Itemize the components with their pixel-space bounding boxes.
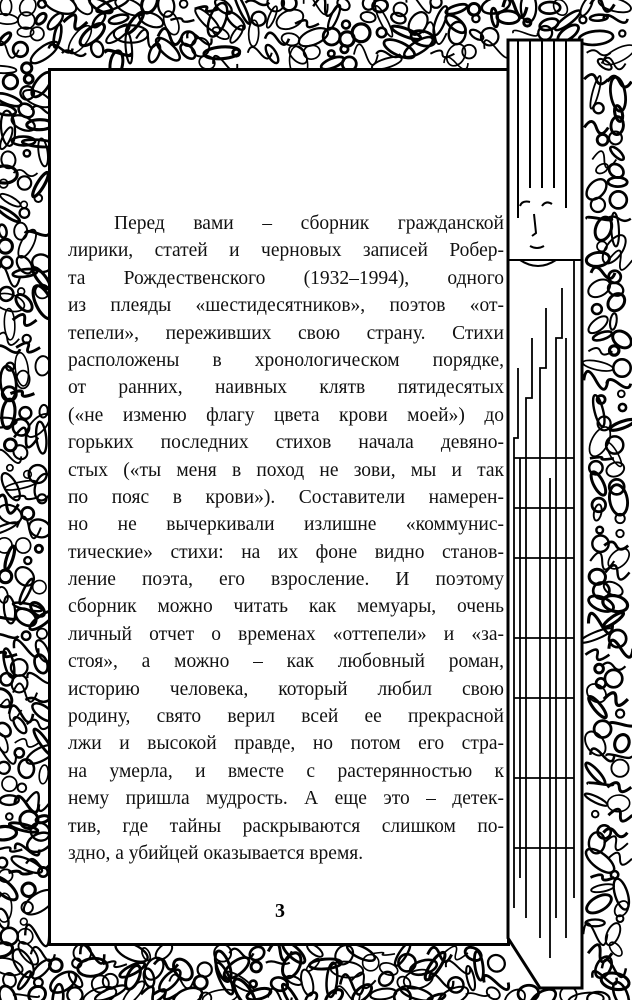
border-ornament [430,51,454,58]
paragraph-line: тив, где тайны раскрываются слишком по- [68,815,504,837]
border-ornament [591,198,605,212]
border-ornament [33,580,46,593]
border-ornament [352,24,370,42]
paragraph-line: («не изменю флагу цвета крови моей») до [68,404,504,426]
border-ornament [35,545,42,552]
border-ornament [26,859,50,868]
border-ornament [62,50,86,56]
border-ornament [430,0,441,8]
border-ornament [597,134,608,145]
paragraph-line: от ранних, наивных клятв пятидесятых [68,377,504,399]
paragraph-line: ление поэта, его взросление. И поэтому [68,569,504,591]
border-ornament [609,327,632,351]
border-ornament [124,32,133,63]
paragraph-line: но не вычеркивали излишне «коммунис- [68,514,504,536]
border-ornament [609,722,632,726]
border-ornament [592,811,599,818]
paragraph-line: та Рождественского (1932–1994), одного [68,267,504,289]
border-ornament [579,16,586,23]
border-ornament [6,813,13,820]
paragraph-line: нему пришла мудрость. А еще это – детек- [68,788,504,810]
border-ornament [478,25,501,48]
border-ornament [24,150,30,156]
paragraph-line: по пояс в крови»). Составители намерен- [68,486,504,508]
border-ornament [15,748,24,757]
border-ornament [157,0,176,18]
border-ornament [0,239,12,253]
border-ornament [7,465,13,471]
border-ornament [608,177,627,187]
border-ornament [170,18,194,22]
border-ornament [13,605,40,629]
stylized-figure-illustration [500,38,590,990]
border-ornament [34,11,48,26]
border-ornament [604,460,626,479]
border-ornament [13,314,37,325]
border-ornament [77,957,109,979]
border-ornament [596,527,603,534]
paragraph-line: тические» стихи: на их фоне видно станов- [68,541,504,563]
border-ornament [28,38,61,67]
border-ornament [341,45,348,52]
border-ornament [16,970,33,991]
border-ornament [607,380,631,388]
page-number: 3 [275,900,285,922]
border-ornament [0,470,24,502]
border-ornament [204,46,241,60]
border-ornament [3,545,17,571]
border-ornament [616,710,624,718]
paragraph-line: историю человека, который любил свою [68,678,504,700]
border-ornament [21,201,28,208]
border-ornament [607,783,631,792]
border-ornament [0,333,19,346]
paragraph-line: сборник можно читать как мемуары, очень [68,596,504,618]
border-ornament [20,407,32,419]
paragraph-line: на умерла, и вместе с растерянностью к [68,760,504,782]
border-ornament [17,578,35,606]
border-ornament [20,918,27,925]
border-ornament [604,693,628,706]
border-ornament [3,75,17,89]
border-ornament [342,21,350,29]
border-ornament [377,28,386,37]
border-ornament [161,9,182,37]
border-ornament [592,304,602,314]
border-ornament [609,417,632,432]
border-ornament [0,634,18,638]
border-ornament [0,720,13,739]
border-ornament [618,390,625,397]
border-ornament [609,313,618,330]
border-ornament [609,640,632,657]
border-ornament [607,483,630,516]
border-ornament [613,359,630,376]
border-ornament [20,208,30,218]
border-ornament [587,992,610,1000]
border-ornament [14,640,38,657]
border-ornament [328,50,334,56]
border-ornament [390,11,407,25]
border-ornament [591,883,615,894]
border-ornament [89,40,105,59]
border-ornament [0,570,12,583]
border-ornament [0,617,16,620]
border-ornament [360,11,377,23]
border-ornament [406,0,431,13]
border-ornament [4,308,16,340]
border-ornament [612,732,631,753]
border-ornament [252,12,266,26]
border-ornament [592,330,613,343]
body-paragraph [68,210,504,867]
border-ornament [610,191,627,208]
border-ornament [0,858,7,868]
border-ornament [0,762,10,774]
border-ornament [0,520,18,538]
border-ornament [619,30,625,36]
paragraph-line: личный отчет о временах «оттепели» и «за- [68,623,504,645]
border-ornament [610,346,619,355]
border-ornament [354,44,378,65]
border-ornament [24,557,31,564]
paragraph-line: из плеяды «шестидесятников», поэтов «от- [68,295,504,317]
border-ornament [593,103,603,113]
border-ornament [598,231,630,267]
paragraph-line: родину, свято верил всей ее прекрасной [68,706,504,728]
border-ornament [445,975,466,996]
border-ornament [180,0,188,8]
border-ornament [0,224,8,238]
border-ornament [211,25,231,42]
border-ornament [590,457,614,459]
border-ornament [611,871,618,878]
border-ornament [18,176,31,189]
border-ornament [11,715,29,735]
border-ornament [37,629,47,639]
paragraph-line: Перед вами – сборник гражданской [114,213,504,234]
border-ornament [605,290,629,314]
border-ornament [0,65,17,74]
border-ornament [13,42,28,57]
border-ornament [22,63,32,73]
border-ornament [0,31,13,46]
border-ornament [608,809,632,821]
border-ornament [13,496,37,499]
border-ornament [18,12,35,29]
border-ornament [370,987,397,1000]
border-ornament [608,145,625,162]
border-ornament [14,994,39,997]
border-ornament [0,984,19,1000]
border-ornament [250,981,257,988]
border-ornament [67,987,82,1000]
border-ornament [472,15,479,22]
paragraph-line: стых («ты меня в поход не зови, мы и так [68,459,504,481]
border-ornament [24,75,33,84]
border-ornament [233,49,240,56]
border-ornament [245,0,269,5]
paragraph-line: горьких последних стихов начала девяно- [68,432,504,454]
paragraph-line: расположены в хронологическом порядке, [68,349,504,371]
paragraph-line: тепели», переживших свою страну. Стихи [68,322,504,344]
border-ornament [497,10,520,24]
border-ornament [619,404,626,411]
border-ornament [313,0,337,16]
border-ornament [588,470,608,497]
border-ornament [608,250,632,270]
border-ornament [376,969,396,989]
border-ornament [611,760,628,777]
border-ornament [4,479,37,492]
border-ornament [363,955,379,971]
border-ornament [462,45,476,59]
border-ornament [468,4,480,16]
border-ornament [2,777,17,792]
border-ornament [594,162,609,176]
border-ornament [605,670,622,687]
border-ornament [18,784,27,793]
border-ornament [606,754,630,758]
border-ornament [616,530,623,537]
border-ornament [251,962,261,972]
border-ornament [603,921,624,947]
border-ornament [22,632,30,640]
paragraph-line: лжи и высокой правде, но потом его стра- [68,733,504,755]
border-ornament [0,847,22,851]
paragraph-line: лирики, статей и черновых записей Робер- [68,240,504,262]
paragraph-line: здно, а убийцей оказывается время. [68,842,364,864]
border-ornament [13,535,33,556]
paragraph-line: стоя», а можно – как любовный роман, [68,651,504,673]
border-ornament [513,30,538,36]
border-ornament [606,565,630,579]
border-ornament [15,739,39,747]
